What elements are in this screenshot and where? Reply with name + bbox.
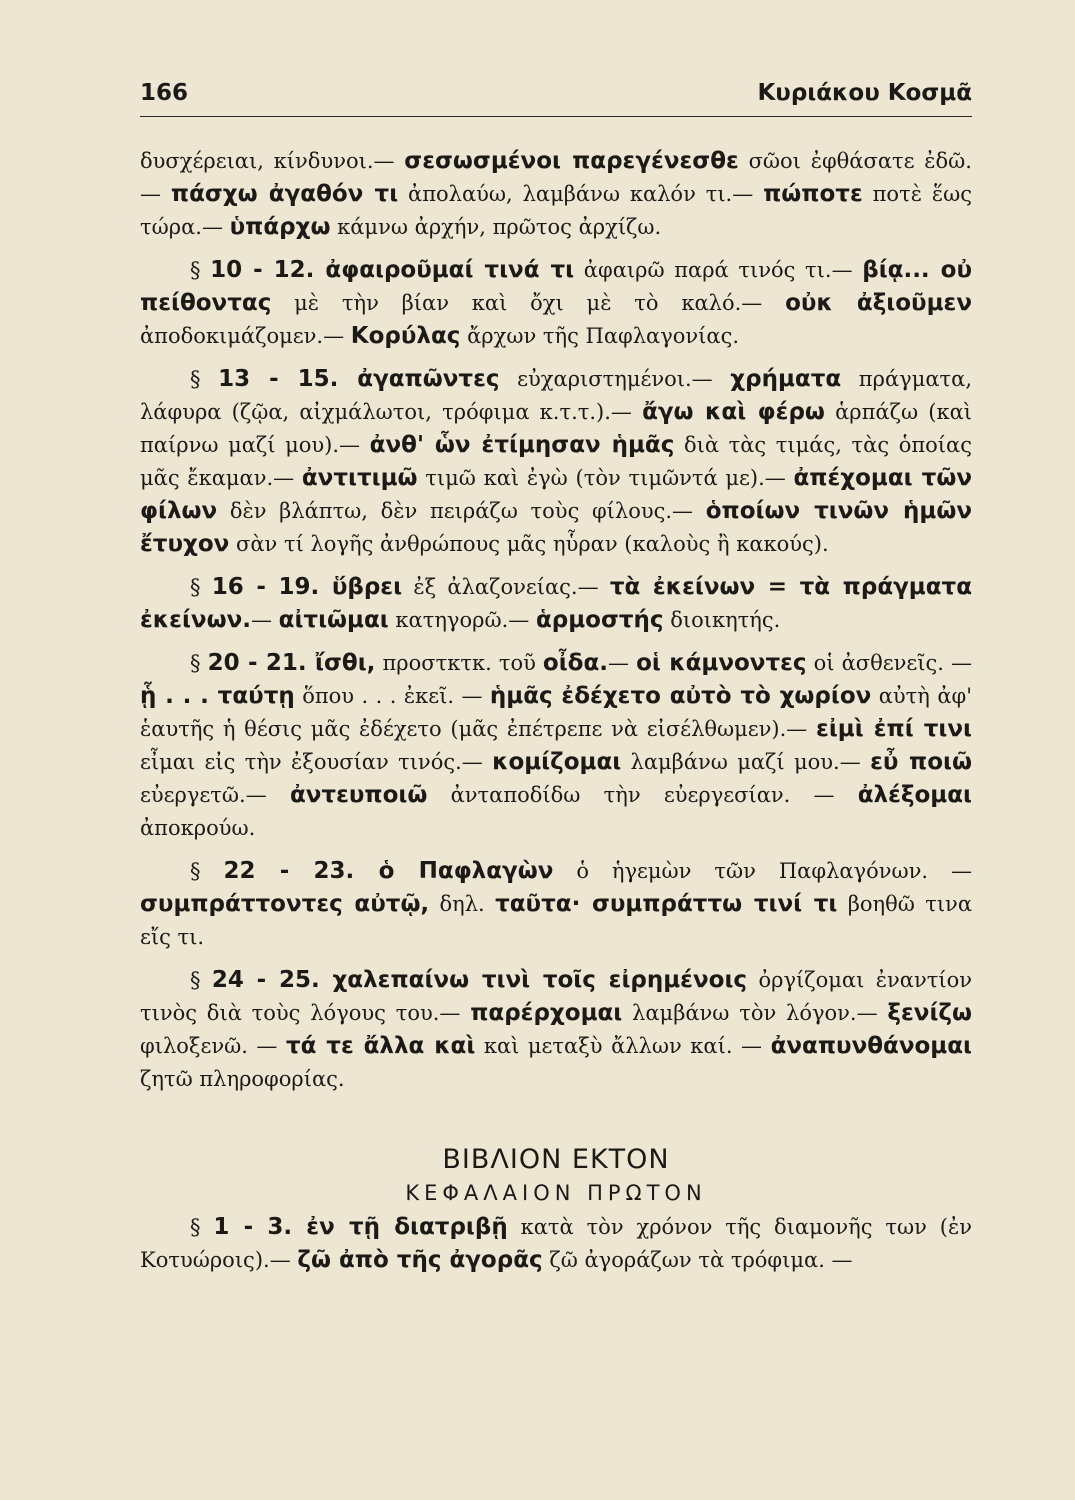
- gloss-text: λαμβάνω τὸν λόγον.—: [622, 1001, 888, 1025]
- commentary-paragraphs: [140, 145, 972, 1096]
- headword: σεσωσμένοι παρεγένεσθε: [404, 148, 739, 174]
- gloss-text: ὀργίζομαι ἐναντίον τινὸς διὰ τοὺς λόγους του.—: [140, 968, 972, 1025]
- headword: 24 - 25. χαλεπαίνω τινὶ τοῖς εἰρημένοις: [211, 967, 748, 993]
- gloss-text: εὐεργετῶ.—: [140, 783, 290, 807]
- headword: ζῶ ἀπὸ τῆς ἀγορᾶς: [297, 1247, 543, 1273]
- gloss-text: βοηθῶ τινα εἴς τι.: [140, 892, 973, 949]
- gloss-text: οἱ ἀσθενεῖς. —: [806, 651, 972, 675]
- gloss-text: ὁ ἡγεμὼν τῶν Παφλαγόνων. —: [553, 859, 972, 883]
- headword: πώποτε: [763, 181, 863, 207]
- book-title: ΒΙΒΛΙΟΝ ΕΚΤΟΝ: [442, 1144, 670, 1175]
- headword: ὑπάρχω: [229, 214, 331, 240]
- headword: ἀντευποιῶ: [289, 782, 428, 808]
- headword: ἡμᾶς ἐδέχετο αὐτὸ τὸ χωρίον: [489, 683, 872, 709]
- gloss-text: ἀποκρούω.: [140, 816, 256, 840]
- gloss-text: εὐχαριστημένοι.—: [499, 367, 731, 391]
- page-number: 166: [140, 80, 189, 106]
- headword: συμπράττοντες αὐτῷ,: [140, 891, 430, 917]
- gloss-text: λαμβάνω μαζί μου.—: [621, 750, 871, 774]
- gloss-text: ἁρπάζω (καὶ παίρνω μαζί μου).—: [140, 400, 972, 457]
- gloss-text: φιλοξενῶ. —: [140, 1034, 286, 1058]
- headword: ξενίζω: [887, 1000, 972, 1026]
- headword: ὁποίων τινῶν ἡμῶν ἔτυχον: [140, 498, 973, 557]
- headword: Κορύλας: [350, 323, 461, 349]
- gloss-text: τιμῶ καὶ ἐγὼ (τὸν τιμῶντά με).—: [417, 466, 794, 490]
- gloss-text: ἄρχων τῆς Παφλαγονίας.: [460, 324, 740, 348]
- headword: οὐκ ἀξιοῦμεν: [785, 290, 972, 316]
- headword: βίᾳ... οὐ πείθοντας: [140, 257, 972, 316]
- headword: αἰτιῶμαι: [278, 607, 389, 633]
- page-header: [140, 76, 972, 117]
- paragraph: [140, 363, 972, 561]
- gloss-text: §: [190, 1215, 214, 1239]
- text-body: [140, 145, 972, 1287]
- headword: τὰ ἐκείνων = τὰ πράγματα ἐκείνων.: [140, 574, 972, 633]
- headword: ἀντιτιμῶ: [301, 465, 418, 491]
- section-paragraphs: [140, 1211, 972, 1277]
- gloss-text: ποτὲ ἕως τώρα.—: [140, 182, 972, 239]
- headword: τά τε ἄλλα καὶ: [285, 1033, 476, 1059]
- headword: εἰμὶ ἐπί τινι: [816, 716, 972, 742]
- gloss-text: διὰ τὰς τιμάς, τὰς ὁποίας μᾶς ἔκαμαν.—: [140, 433, 972, 490]
- gloss-text: ζῶ ἀγοράζων τὰ τρόφιμα. —: [542, 1248, 853, 1272]
- gloss-text: ἀπολαύω, λαμβάνω καλόν τι.—: [398, 182, 764, 206]
- paragraph: [140, 964, 972, 1096]
- gloss-text: διοικητής.: [663, 608, 781, 632]
- headword: 20 - 21. ἴσθι,: [207, 650, 376, 676]
- gloss-text: καὶ μεταξὺ ἄλλων καί. —: [475, 1034, 771, 1058]
- headword: ἀπέχομαι τῶν φίλων: [140, 465, 972, 524]
- gloss-text: —: [250, 608, 279, 632]
- headword: ἀναπυνθάνομαι: [770, 1033, 972, 1059]
- headword: χρήματα: [730, 366, 842, 392]
- paragraph: [140, 571, 972, 637]
- paragraph: [140, 1211, 972, 1277]
- headword: παρέρχομαι: [470, 1000, 623, 1026]
- headword: ἄγω καὶ φέρω: [642, 399, 825, 425]
- gloss-text: δηλ.: [429, 892, 496, 916]
- headword: 16 - 19. ὕβρει: [211, 574, 403, 600]
- gloss-text: ἀποδοκιμάζομεν.—: [140, 324, 351, 348]
- headword: ταῦτα· συμπράττω τινί τι: [495, 891, 838, 917]
- gloss-text: ζητῶ πληροφορίας.: [140, 1067, 345, 1091]
- headword: ᾗ . . . ταύτῃ: [140, 683, 295, 709]
- gloss-text: §: [190, 859, 224, 883]
- headword: οἶδα.: [542, 650, 609, 676]
- gloss-text: προστκτκ. τοῦ: [375, 651, 543, 675]
- headword: κομίζομαι: [492, 749, 622, 775]
- gloss-text: κάμνω ἀρχήν, πρῶτος ἀρχίζω.: [330, 215, 662, 239]
- gloss-text: ἀφαιρῶ παρά τινός τι.—: [574, 258, 863, 282]
- paragraph: [140, 855, 972, 954]
- headword: πάσχω ἀγαθόν τι: [170, 181, 399, 207]
- gloss-text: ἐξ ἀλαζονείας.—: [402, 575, 610, 599]
- paragraph: [140, 647, 972, 845]
- chapter-title: ΚΕΦΑΛΑΙΟΝ ΠΡΩΤΟΝ: [405, 1181, 707, 1205]
- gloss-text: §: [190, 258, 211, 282]
- gloss-text: §: [190, 367, 219, 391]
- headword: εὖ ποιῶ: [870, 749, 973, 775]
- gloss-text: —: [608, 651, 637, 675]
- headword: 10 - 12. ἀφαιροῦμαί τινά τι: [210, 257, 575, 283]
- headword: 22 - 23. ὁ Παφλαγὼν: [223, 858, 554, 884]
- gloss-text: §: [190, 968, 212, 992]
- headword: 1 - 3. ἐν τῇ διατριβῇ: [213, 1214, 508, 1240]
- gloss-text: μὲ τὴν βίαν καὶ ὄχι μὲ τὸ καλό.—: [271, 291, 786, 315]
- gloss-text: ὅπου . . . ἐκεῖ. —: [294, 684, 490, 708]
- paragraph: [140, 254, 972, 353]
- gloss-text: αὐτὴ ἀφ' ἑαυτῆς ἡ θέσις μᾶς ἐδέχετο (μᾶς ἐπέτρεπε νὰ εἰσέλθωμεν).—: [140, 684, 972, 741]
- gloss-text: σῶοι ἐφθάσατε ἐδῶ.—: [140, 149, 972, 206]
- gloss-text: πράγματα, λάφυρα (ζῷα, αἰχμάλωτοι, τρόφιμα κ.τ.τ.).—: [140, 367, 972, 424]
- gloss-text: κατηγορῶ.—: [388, 608, 536, 632]
- gloss-text: δὲν βλάπτω, δὲν πειράζω τοὺς φίλους.—: [217, 499, 706, 523]
- gloss-text: κατὰ τὸν χρόνον τῆς διαμονῆς των (ἐν Κοτυώροις).—: [140, 1215, 972, 1272]
- gloss-text: δυσχέρειαι, κίνδυνοι.—: [140, 149, 405, 173]
- headword: οἱ κάμνοντες: [636, 650, 807, 676]
- paragraph: [140, 145, 972, 244]
- headword: ἁρμοστής: [535, 607, 664, 633]
- headword: ἀνθ' ὧν ἐτίμησαν ἡμᾶς: [369, 432, 675, 458]
- gloss-text: ἀνταποδίδω τὴν εὐεργεσίαν. —: [427, 783, 858, 807]
- gloss-text: §: [190, 651, 208, 675]
- gloss-text: εἶμαι εἰς τὴν ἐξουσίαν τινός.—: [140, 750, 493, 774]
- gloss-text: §: [190, 575, 212, 599]
- running-head: Κυριάκου Κοσμᾶ: [757, 80, 972, 106]
- headword: ἀλέξομαι: [857, 782, 972, 808]
- gloss-text: σὰν τί λογῆς ἀνθρώπους μᾶς ηὗραν (καλοὺς ἢ κακούς).: [229, 532, 829, 556]
- headword: 13 - 15. ἀγαπῶντες: [218, 366, 500, 392]
